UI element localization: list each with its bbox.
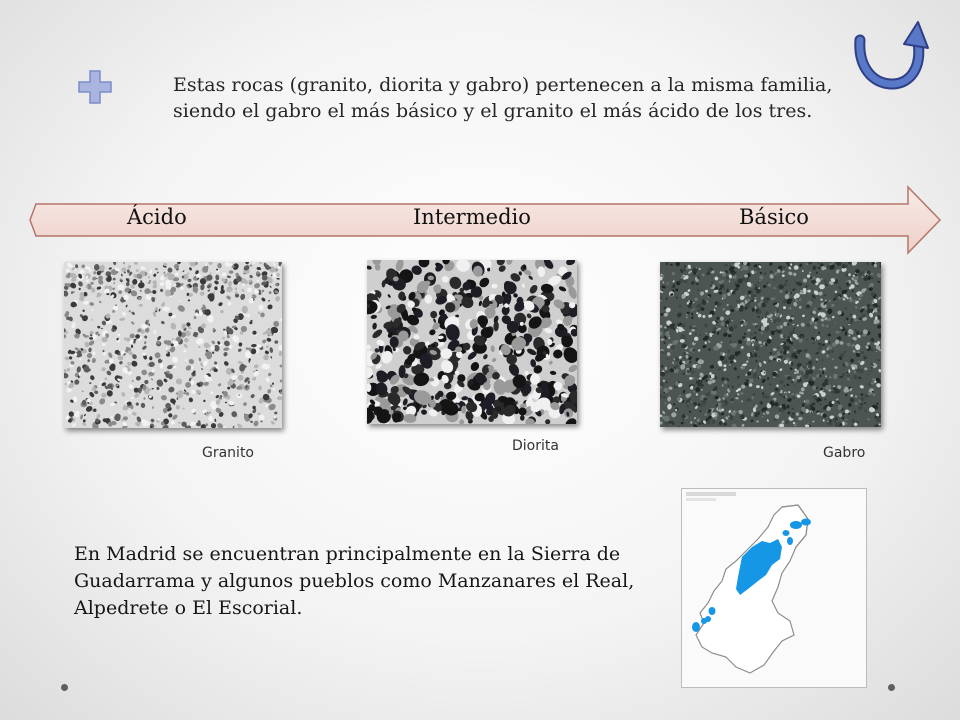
diorite-rock-photo [367, 260, 577, 424]
scale-label-basic: Básico [739, 205, 809, 229]
intro-paragraph: Estas rocas (granito, diorita y gabro) pertenecen a la misma familia, siendo el gabro el más básico y el granito el más ácido de los tres. [173, 74, 833, 122]
gabbro-rock-photo [660, 262, 881, 427]
granite-caption: Granito [202, 445, 255, 461]
plus-icon [78, 70, 112, 104]
return-arrow-icon[interactable] [852, 18, 932, 90]
diorite-caption: Diorita [512, 438, 559, 454]
madrid-paragraph: En Madrid se encuentran principalmente en la Sierra de Guadarrama y algunos pueblos como Manzanares el Real, Alpedrete o El Escorial. [74, 543, 635, 619]
scale-label-acid: Ácido [127, 205, 187, 229]
nav-dot-right [888, 684, 895, 691]
gabbro-caption: Gabro [823, 445, 866, 461]
nav-dot-left [61, 684, 68, 691]
madrid-map [681, 488, 867, 688]
granite-rock-photo [64, 262, 282, 428]
scale-label-intermediate: Intermedio [413, 205, 531, 229]
